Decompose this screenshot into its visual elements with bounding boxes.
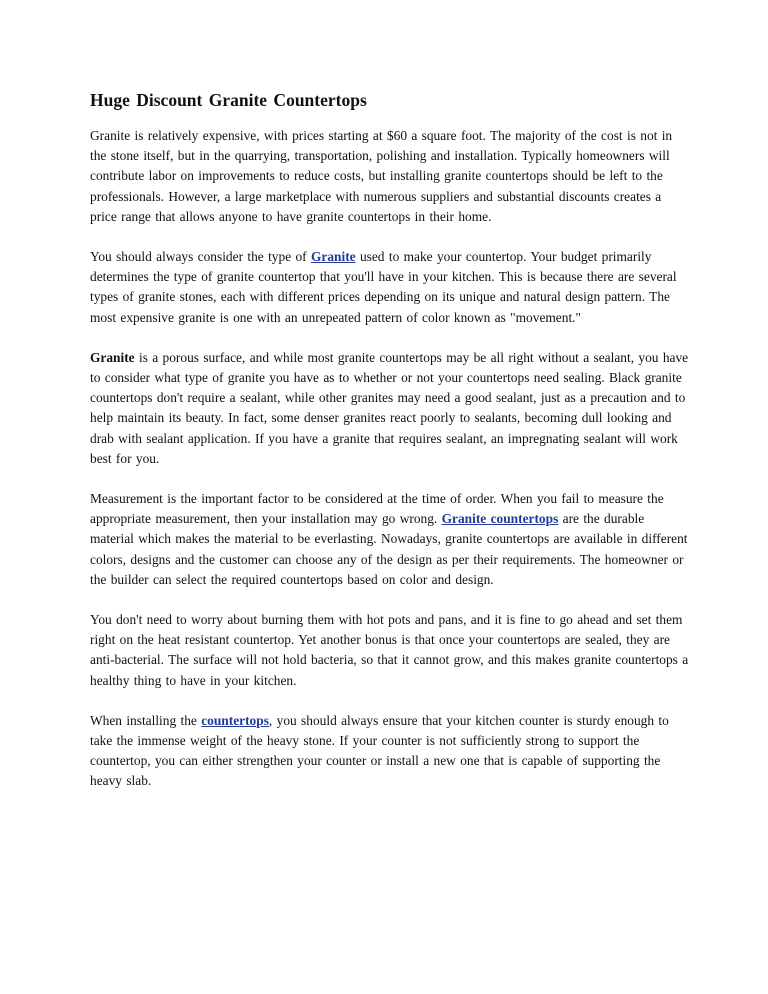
paragraph-text: When installing the (90, 712, 202, 728)
paragraph-installation (90, 711, 690, 792)
countertops-link[interactable]: countertops (201, 712, 269, 728)
granite-link[interactable]: Granite (310, 249, 356, 265)
bold-lead-word: Granite (90, 349, 135, 365)
paragraph-text: used to make your countertop. Your budget primarily determines the type of granite countertop that you'll have in your kitchen. This is because there are several types of granite stones, each with different prices depending on its unique and natural design pattern. The most expensive granite is one with an unrepeated pattern of color known as "movement." (90, 249, 677, 325)
paragraph-price: Granite is relatively expensive, with prices starting at $60 a square foot. The majority of the cost is not in the stone itself, but in the quarrying, transportation, polishing and installation. Typically homeowners will contribute labor on improvements to reduce costs, but installing granite countertops should be left to the professionals. However, a large marketplace with numerous suppliers and substantial discounts creates a price range that allows anyone to have granite countertops in their home. (90, 128, 673, 224)
page-title: Huge Discount Granite Countertops (90, 90, 367, 110)
paragraph-measurement (90, 489, 690, 590)
paragraph-granite-type (90, 247, 690, 328)
paragraph-text: is a porous surface, and while most granite countertops may be all right without a sealant, you have to consider what type of granite you have as to whether or not your countertops need sealing. Black granite countertops don't require a sealant, while other granites may need a good sealant, just as a precaution and to help maintain its beauty. In fact, some denser granites react poorly to sealants, becoming dull looking and drab with sealant application. If you have a granite that requires sealant, an impregnating sealant will work best for you. (90, 349, 689, 466)
paragraph-text: are the durable material which makes the material to be everlasting. Nowadays, granite countertops are available in different colors, designs and the customer can choose any of the design as per their requirements. The homeowner or the builder can select the required countertops based on color and design. (90, 511, 688, 587)
granite-countertops-link[interactable]: Granite countertops (441, 511, 559, 527)
document-page (90, 88, 690, 812)
paragraph-text: Measurement is the important factor to be considered at the time of order. When you fail to measure the appropriate measurement, then your installation may go wrong. (90, 491, 664, 527)
paragraph-sealant (90, 348, 690, 469)
paragraph-text: , you should always ensure that your kitchen counter is sturdy enough to take the immense weight of the heavy stone. If your counter is not sufficiently strong to support the countertop, you can either strengthen your counter or install a new one that is capable of supporting the heavy slab. (90, 712, 669, 789)
paragraph-text: You should always consider the type of (90, 249, 311, 265)
paragraph-heat-resistant: You don't need to worry about burning them with hot pots and pans, and it is fine to go ahead and set them right on the heat resistant countertop. Yet another bonus is that once your countertops are sealed, they are anti-bacterial. The surface will not hold bacteria, so that it cannot grow, and this makes granite countertops a healthy thing to have in your kitchen. (90, 612, 689, 688)
